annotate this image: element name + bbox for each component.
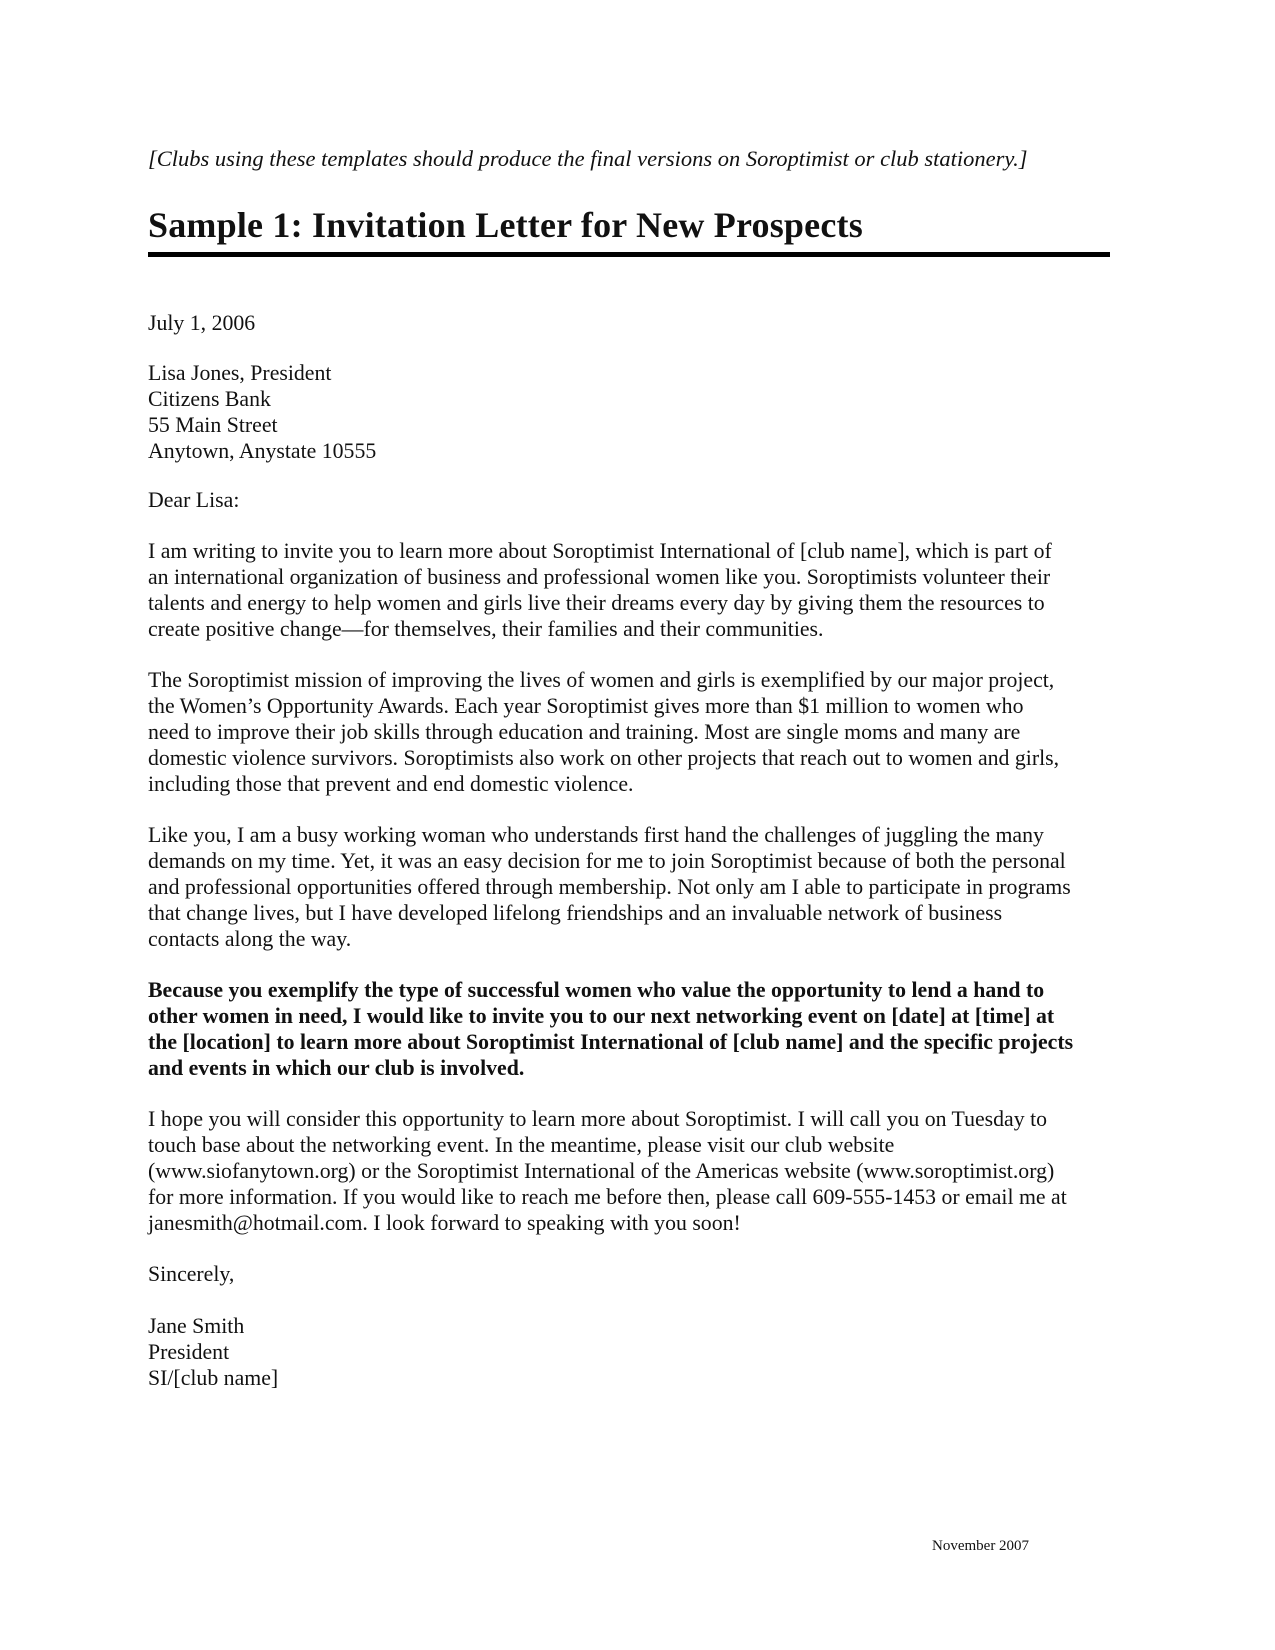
title-underline-rule	[148, 252, 1110, 257]
paragraph-line: Like you, I am a busy working woman who understands first hand the challenges of juggling the many	[148, 823, 1044, 847]
salutation: Dear Lisa:	[148, 488, 240, 512]
signature-block	[148, 1313, 278, 1391]
paragraph-line: create positive change—for themselves, their families and their communities.	[148, 617, 824, 641]
paragraph-line: The Soroptimist mission of improving the lives of women and girls is exemplified by our major project,	[148, 668, 1055, 692]
document-title: Sample 1: Invitation Letter for New Prospects	[148, 205, 863, 245]
recipient-name-line: Lisa Jones, President	[148, 361, 332, 385]
recipient-address-block	[148, 360, 376, 464]
paragraph-line: I hope you will consider this opportunity to learn more about Soroptimist. I will call you on Tuesday to	[148, 1107, 1048, 1131]
paragraph-line: (www.siofanytown.org) or the Soroptimist International of the Americas website (www.soroptimist.org)	[148, 1159, 1055, 1183]
paragraph-line: touch base about the networking event. In the meantime, please visit our club website	[148, 1133, 895, 1157]
paragraph-line: the [location] to learn more about Soroptimist International of [club name] and the specific projects	[148, 1030, 1074, 1054]
paragraph-line: other women in need, I would like to invite you to our next networking event on [date] at [time] at	[148, 1004, 1055, 1028]
paragraph-line: talents and energy to help women and girls live their dreams every day by giving them the resources to	[148, 591, 1045, 615]
recipient-city-line: Anytown, Anystate 10555	[148, 439, 377, 463]
signature-name: Jane Smith	[148, 1314, 245, 1338]
paragraph-line: that change lives, but I have developed lifelong friendships and an invaluable network of business	[148, 901, 1003, 925]
paragraph-intro	[148, 538, 1052, 642]
signature-title: President	[148, 1340, 230, 1364]
paragraph-followup	[148, 1106, 1067, 1236]
page-footer-date: November 2007	[932, 1538, 1030, 1554]
paragraph-line: I am writing to invite you to learn more about Soroptimist International of [club name], which is part of	[148, 539, 1052, 563]
letter-date: July 1, 2006	[148, 311, 256, 335]
paragraph-line: for more information. If you would like to reach me before then, please call 609-555-1453 or email me at	[148, 1185, 1067, 1209]
paragraph-line: the Women’s Opportunity Awards. Each year Soroptimist gives more than $1 million to women who	[148, 694, 1024, 718]
paragraph-line: demands on my time. Yet, it was an easy decision for me to join Soroptimist because of both the personal	[148, 849, 1066, 873]
paragraph-line: janesmith@hotmail.com. I look forward to speaking with you soon!	[148, 1211, 741, 1235]
recipient-company-line: Citizens Bank	[148, 387, 271, 411]
paragraph-line: Because you exemplify the type of successful women who value the opportunity to lend a hand to	[148, 978, 1045, 1002]
paragraph-invitation-bold	[148, 977, 1073, 1081]
paragraph-line: contacts along the way.	[148, 927, 352, 951]
paragraph-line: including those that prevent and end domestic violence.	[148, 772, 634, 796]
closing: Sincerely,	[148, 1262, 235, 1286]
paragraph-line: and events in which our club is involved.	[148, 1056, 525, 1080]
template-note: [Clubs using these templates should produce the final versions on Soroptimist or club stationery.]	[148, 146, 1028, 171]
signature-club: SI/[club name]	[148, 1366, 279, 1390]
paragraph-line: domestic violence survivors. Soroptimists also work on other projects that reach out to women and girls,	[148, 746, 1060, 770]
paragraph-line: an international organization of business and professional women like you. Soroptimists volunteer their	[148, 565, 1051, 589]
paragraph-line: need to improve their job skills through education and training. Most are single moms and many are	[148, 720, 1021, 744]
paragraph-mission	[148, 667, 1059, 797]
paragraph-personal	[148, 822, 1071, 952]
recipient-street-line: 55 Main Street	[148, 413, 278, 437]
paragraph-line: and professional opportunities offered through membership. Not only am I able to participate in programs	[148, 875, 1071, 899]
